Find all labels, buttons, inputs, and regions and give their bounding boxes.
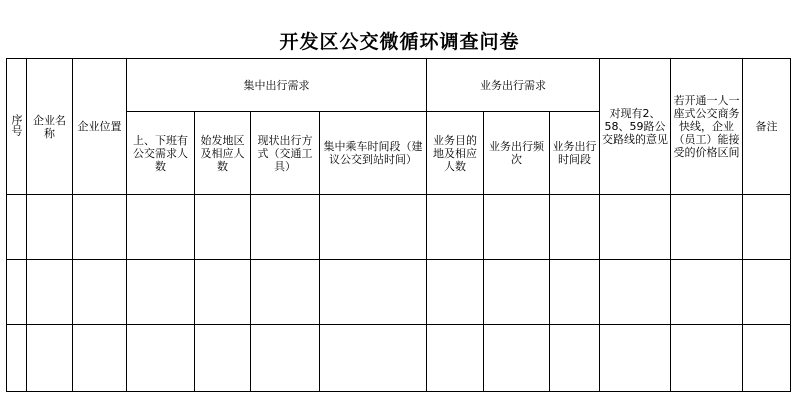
table-cell[interactable] (195, 195, 251, 260)
survey-table (6, 58, 791, 392)
table-cell[interactable] (127, 195, 195, 260)
table-cell[interactable] (195, 325, 251, 392)
header-seq: 序号 (7, 59, 27, 195)
header-group-commute: 集中出行需求 (127, 59, 427, 112)
header-company-name: 企业名称 (27, 59, 73, 195)
table-cell[interactable] (600, 195, 671, 260)
table-cell[interactable] (251, 325, 320, 392)
table-cell[interactable] (73, 325, 127, 392)
table-cell[interactable] (73, 195, 127, 260)
table-cell[interactable] (251, 195, 320, 260)
table-cell[interactable] (550, 260, 600, 325)
header-route-opinion: 对现有2、58、59路公交路线的意见 (600, 59, 671, 195)
table-cell[interactable] (427, 325, 484, 392)
table-cell[interactable] (27, 195, 73, 260)
header-business-period: 业务出行时间段 (550, 112, 600, 195)
header-business-freq: 业务出行频次 (484, 112, 550, 195)
table-cell[interactable] (127, 260, 195, 325)
table-cell[interactable] (600, 325, 671, 392)
table-cell[interactable] (320, 325, 427, 392)
header-company-location: 企业位置 (73, 59, 127, 195)
table-cell[interactable] (743, 195, 791, 260)
header-row-group (7, 59, 791, 112)
page-title: 开发区公交微循环调查问卷 (279, 31, 520, 53)
header-origin-count: 始发地区及相应人数 (195, 112, 251, 195)
table-cell[interactable] (671, 260, 743, 325)
table-cell[interactable] (427, 260, 484, 325)
header-price-range: 若开通一人一座式公交商务快线，企业（员工）能接受的价格区间 (671, 59, 743, 195)
table-cell[interactable] (743, 260, 791, 325)
table-cell[interactable] (7, 195, 27, 260)
table-row (7, 195, 791, 260)
table-row (7, 325, 791, 392)
header-commute-count: 上、下班有公交需求人数 (127, 112, 195, 195)
table-cell[interactable] (427, 195, 484, 260)
header-pickup-period: 集中乘车时间段（建议公交到站时间） (320, 112, 427, 195)
table-cell[interactable] (550, 195, 600, 260)
table-cell[interactable] (600, 260, 671, 325)
table-cell[interactable] (251, 260, 320, 325)
table-cell[interactable] (671, 325, 743, 392)
table-cell[interactable] (671, 195, 743, 260)
header-current-mode: 现状出行方式（交通工具） (251, 112, 320, 195)
table-cell[interactable] (320, 260, 427, 325)
table-row (7, 260, 791, 325)
table-cell[interactable] (127, 325, 195, 392)
table-cell[interactable] (27, 325, 73, 392)
table-cell[interactable] (484, 195, 550, 260)
table-cell[interactable] (484, 325, 550, 392)
table-cell[interactable] (27, 260, 73, 325)
table-cell[interactable] (320, 195, 427, 260)
header-group-business: 业务出行需求 (427, 59, 600, 112)
table-cell[interactable] (195, 260, 251, 325)
table-cell[interactable] (484, 260, 550, 325)
header-remark: 备注 (743, 59, 791, 195)
table-cell[interactable] (743, 325, 791, 392)
table-cell[interactable] (7, 260, 27, 325)
table-cell[interactable] (7, 325, 27, 392)
table-cell[interactable] (550, 325, 600, 392)
table-cell[interactable] (73, 260, 127, 325)
header-business-dest: 业务目的地及相应人数 (427, 112, 484, 195)
